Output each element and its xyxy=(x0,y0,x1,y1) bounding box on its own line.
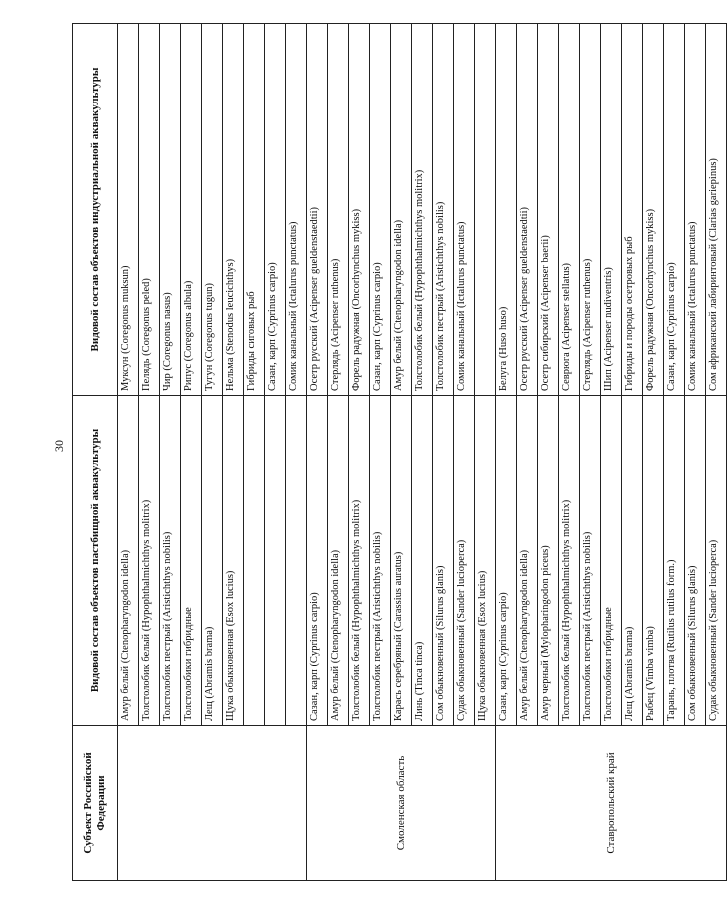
subject-cell: Смоленская область xyxy=(307,726,496,881)
industrial-species-cell: Форель радужная (Oncorhynchus mykiss) xyxy=(349,24,370,396)
table-body xyxy=(118,24,727,881)
industrial-species-cell: Чир (Coregonus nasus) xyxy=(160,24,181,396)
industrial-species-cell: Пелядь (Coregonus peled) xyxy=(139,24,160,396)
industrial-species-cell: Стерлядь (Acipenser ruthenus) xyxy=(580,24,601,396)
pasture-species-cell: Лещ (Abramis brama) xyxy=(202,396,223,726)
table-header-row xyxy=(73,24,118,881)
industrial-species-cell: Сомик канальный (Ictalurus punctatus) xyxy=(685,24,706,396)
subject-cell xyxy=(118,726,307,881)
pasture-species-cell: Сазан, карп (Cyprinus carpio) xyxy=(496,396,517,726)
pasture-species-cell: Амур черный (Mylopharingodon piceus) xyxy=(538,396,559,726)
pasture-species-cell: Тарань, плотва (Rutilus rutilus form.) xyxy=(664,396,685,726)
industrial-species-cell: Сомик канальный (Ictalurus punctatus) xyxy=(286,24,307,396)
industrial-species-cell: Сом африканский лабиринтовый (Clarias gariepinus) xyxy=(706,24,727,396)
industrial-species-cell: Осетр русский (Acipenser gueldenstaedtii) xyxy=(307,24,328,396)
industrial-species-cell: Рипус (Coregonus albula) xyxy=(181,24,202,396)
industrial-species-cell: Форель радужная (Oncorhynchus mykiss) xyxy=(643,24,664,396)
aquaculture-species-table xyxy=(72,23,727,881)
aquaculture-table-container xyxy=(72,24,719,881)
industrial-species-cell: Сазан, карп (Cyprinus carpio) xyxy=(265,24,286,396)
pasture-species-cell: Толстолобик белый (Hypophthalmichthys molitrix) xyxy=(559,396,580,726)
industrial-species-cell: Сазан, карп (Cyprinus carpio) xyxy=(664,24,685,396)
pasture-species-cell xyxy=(265,396,286,726)
pasture-species-cell: Судак обыкновенный (Sander lucioperca) xyxy=(454,396,475,726)
industrial-species-cell: Муксун (Coregonus muksun) xyxy=(118,24,139,396)
industrial-species-cell xyxy=(475,24,496,396)
table-row xyxy=(118,24,139,881)
pasture-species-cell: Толстолобик белый (Hypophthalmichthys molitrix) xyxy=(349,396,370,726)
pasture-species-cell: Сазан, карп (Cyprinus carpio) xyxy=(307,396,328,726)
pasture-species-cell: Щука обыкновенная (Esox lucius) xyxy=(475,396,496,726)
pasture-species-cell: Судак обыкновенный (Sander lucioperca) xyxy=(706,396,727,726)
header-pasture: Видовой состав объектов пастбищной аквакультуры xyxy=(73,396,118,726)
pasture-species-cell: Толстолобик белый (Hypophthalmichthys molitrix) xyxy=(139,396,160,726)
industrial-species-cell: Тугун (Coregonus tugun) xyxy=(202,24,223,396)
industrial-species-cell: Шип (Acipenser nudiventris) xyxy=(601,24,622,396)
pasture-species-cell: Амур белый (Ctenopharyngodon idella) xyxy=(517,396,538,726)
pasture-species-cell: Толстолобик пестрый (Aristichthys nobilis) xyxy=(370,396,391,726)
industrial-species-cell: Гибриды сиговых рыб xyxy=(244,24,265,396)
pasture-species-cell xyxy=(244,396,265,726)
pasture-species-cell: Амур белый (Ctenopharyngodon idella) xyxy=(328,396,349,726)
pasture-species-cell: Амур белый (Ctenopharyngodon idella) xyxy=(118,396,139,726)
industrial-species-cell: Осетр сибирский (Acipenser baerii) xyxy=(538,24,559,396)
industrial-species-cell: Стерлядь (Acipenser ruthenus) xyxy=(328,24,349,396)
industrial-species-cell: Сомик канальный (Ictalurus punctatus) xyxy=(454,24,475,396)
industrial-species-cell: Белуга (Huso huso) xyxy=(496,24,517,396)
industrial-species-cell: Толстолобик белый (Hypophthalmichthys molitrix) xyxy=(412,24,433,396)
pasture-species-cell: Толстолобик пестрый (Aristichthys nobilis) xyxy=(160,396,181,726)
subject-cell: Ставропольский край xyxy=(496,726,727,881)
table-row xyxy=(307,24,328,881)
industrial-species-cell: Гибриды и породы осетровых рыб xyxy=(622,24,643,396)
pasture-species-cell xyxy=(286,396,307,726)
industrial-species-cell: Осетр русский (Acipenser gueldenstaedtii) xyxy=(517,24,538,396)
table-row xyxy=(496,24,517,881)
pasture-species-cell: Сом обыкновенный (Silurus glanis) xyxy=(685,396,706,726)
header-industrial: Видовой состав объектов индустриальной аквакультуры xyxy=(73,24,118,396)
header-subject: Субъект Российской Федерации xyxy=(73,726,118,881)
industrial-species-cell: Амур белый (Ctenopharyngodon idella) xyxy=(391,24,412,396)
pasture-species-cell: Линь (Tinca tinca) xyxy=(412,396,433,726)
pasture-species-cell: Рыбец (Vimba vimba) xyxy=(643,396,664,726)
industrial-species-cell: Нельма (Stenodus leucichthys) xyxy=(223,24,244,396)
industrial-species-cell: Толстолобик пестрый (Aristichthys nobilis) xyxy=(433,24,454,396)
pasture-species-cell: Толстолобики гибридные xyxy=(601,396,622,726)
industrial-species-cell: Севрюга (Acipenser stellatus) xyxy=(559,24,580,396)
pasture-species-cell: Карась серебряный (Carassius auratus) xyxy=(391,396,412,726)
pasture-species-cell: Щука обыкновенная (Esox lucius) xyxy=(223,396,244,726)
pasture-species-cell: Толстолобики гибридные xyxy=(181,396,202,726)
page-number: 30 xyxy=(52,440,66,452)
pasture-species-cell: Толстолобик пестрый (Aristichthys nobilis) xyxy=(580,396,601,726)
pasture-species-cell: Сом обыкновенный (Silurus glanis) xyxy=(433,396,454,726)
pasture-species-cell: Лещ (Abramis brama) xyxy=(622,396,643,726)
industrial-species-cell: Сазан, карп (Cyprinus carpio) xyxy=(370,24,391,396)
